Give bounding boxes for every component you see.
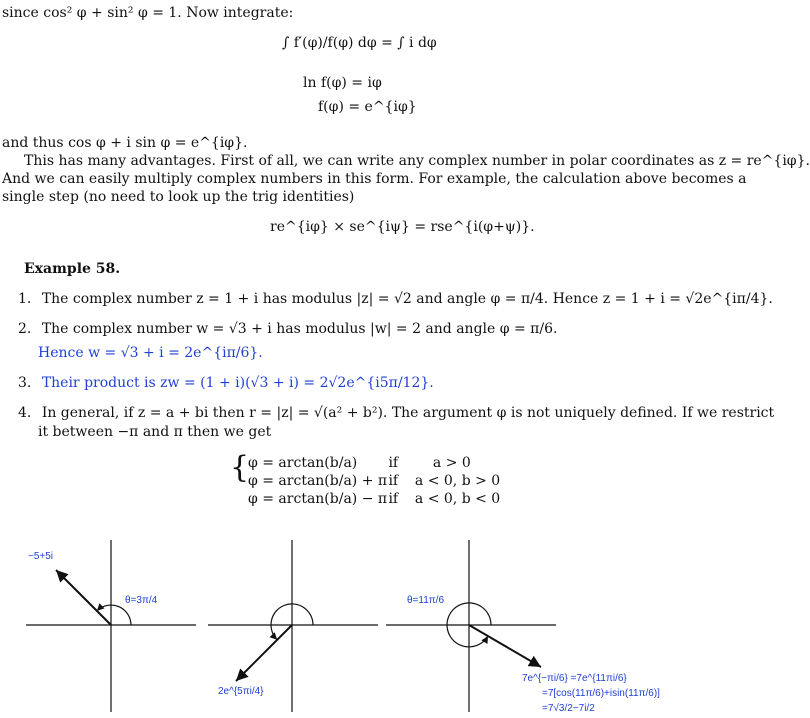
paragraph-line-2: And we can easily multiply complex numbers in this form. For example, the calculation above becomes a	[2, 171, 747, 187]
paragraph-line-1: This has many advantages. First of all, we can write any complex number in polar coordinates as z = re^{iφ}.	[24, 153, 810, 169]
item-number: 2.	[18, 321, 32, 337]
item-number: 4.	[18, 405, 32, 421]
product-equation: re^{iφ} × se^{iψ} = rse^{i(φ+ψ)}.	[270, 219, 535, 235]
list-item	[18, 374, 434, 393]
left-brace: {	[230, 450, 250, 485]
integral-text: ∫ f′(φ)/f(φ) dφ = ∫ i dφ	[282, 35, 437, 51]
case-formula: φ = arctan(b/a)	[248, 455, 358, 471]
d3-point-label-3: =7√3/2−7i/2	[542, 703, 595, 714]
list-item	[18, 290, 773, 309]
paragraph-line-3: single step (no need to look up the trig identities)	[2, 189, 355, 205]
item-number: 1.	[18, 291, 32, 307]
diagram-1	[26, 540, 196, 712]
item-text: Their product is zw = (1 + i)(√3 + i) = 2√2e^{i5π/12}.	[41, 375, 434, 391]
d2-point-label: 2e^{5πi/4}	[218, 686, 264, 697]
case-row	[248, 472, 500, 491]
log-equation: ln f(φ) = iφ	[303, 75, 382, 91]
case-row	[248, 454, 471, 473]
list-item	[18, 404, 774, 423]
intro-line: since cos² φ + sin² φ = 1. Now integrate:	[2, 5, 294, 21]
case-row	[248, 490, 500, 509]
item-continuation	[38, 344, 263, 363]
d3-angle-label: θ=11π/6	[407, 595, 445, 606]
d1-point-label: −5+5i	[28, 551, 54, 562]
integral-equation	[282, 34, 437, 53]
diagram-3	[386, 540, 556, 712]
case-formula: φ = arctan(b/a) + π	[248, 473, 388, 489]
case-if: if	[388, 491, 399, 507]
item-text: The complex number z = 1 + i has modulus |z| = √2 and angle φ = π/4. Hence z = 1 + i = √2e^{iπ/4}.	[41, 291, 773, 307]
item-text: The complex number w = √3 + i has modulus |w| = 2 and angle φ = π/6.	[41, 321, 558, 337]
d3-point-label-2: =7[cos(11π/6)+isin(11π/6)]	[542, 688, 660, 699]
d3-point-label-1: 7e^{−πi/6} =7e^{11πi/6}	[522, 673, 627, 684]
item-text: In general, if z = a + bi then r = |z| = √(a² + b²). The argument φ is not uniquely defined. If we restrict	[41, 405, 775, 421]
case-range: a > 0	[432, 455, 471, 471]
item-text-blue: Hence w = √3 + i = 2e^{iπ/6}.	[38, 345, 263, 361]
example-title: Example 58.	[24, 261, 121, 277]
case-formula: φ = arctan(b/a) − π	[248, 491, 388, 507]
item-continuation: it between −π and π then we get	[38, 424, 272, 440]
d1-angle-label: θ=3π/4	[125, 595, 158, 606]
case-if: if	[388, 455, 399, 471]
item-number: 3.	[18, 375, 32, 391]
case-range: a < 0, b > 0	[414, 473, 501, 489]
list-item	[18, 320, 557, 339]
thus-line: and thus cos φ + i sin φ = e^{iφ}.	[2, 135, 248, 151]
case-if: if	[388, 473, 399, 489]
exp-equation: f(φ) = e^{iφ}	[318, 99, 417, 115]
case-range: a < 0, b < 0	[414, 491, 501, 507]
